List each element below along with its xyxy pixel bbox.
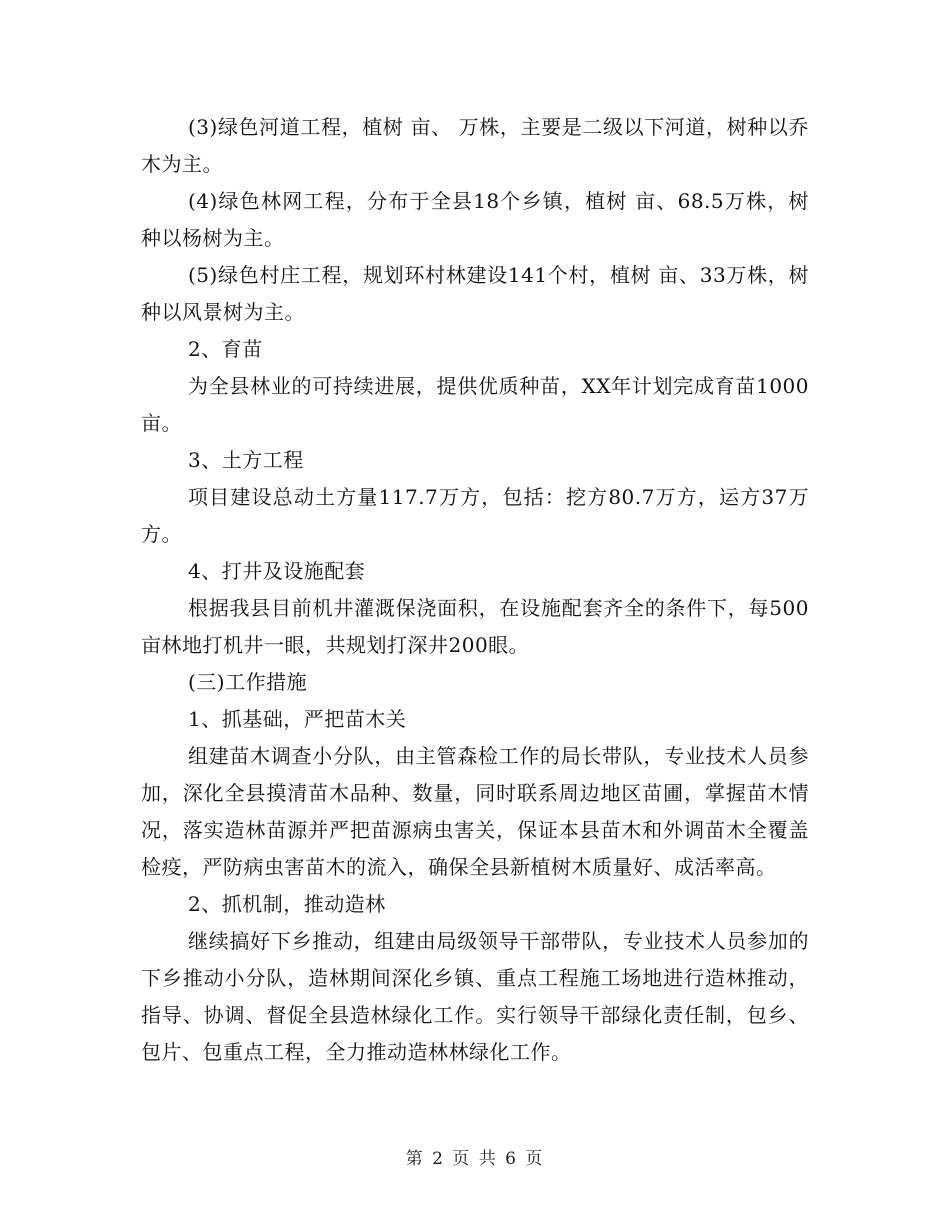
section-heading-earthwork: 3、土方工程 xyxy=(188,448,304,472)
section-heading-seedlings: 2、育苗 xyxy=(188,337,263,361)
section-heading-work-measures: (三)工作措施 xyxy=(188,670,308,694)
paragraph-mechanism: 继续搞好下乡推动，组建由局级领导干部带队，专业技术人员参加的下乡推动小分队，造林期间深化乡镇、重点工程施工场地进行造林推动，指导、协调、督促全县造林绿化工作。实行领导干部绿化责任制，包乡、包片、包重点工程，全力推动造林林绿化工作。 xyxy=(141,929,809,1064)
section-heading-wells: 4、打井及设施配套 xyxy=(188,559,366,583)
page-number-footer: 第 2 页 共 6 页 xyxy=(405,1149,545,1169)
paragraph-green-river: (3)绿色河道工程，植树 亩、 万株，主要是二级以下河道，树种以乔木为主。 xyxy=(141,115,809,176)
paragraph-foundation: 组建苗木调查小分队，由主管森检工作的局长带队，专业技术人员参加，深化全县摸清苗木品种、数量，同时联系周边地区苗圃，掌握苗木情况，落实造林苗源并严把苗源病虫害关，保证本县苗木和外调苗木全覆盖检疫，严防病虫害苗木的流入，确保全县新植树木质量好、成活率高。 xyxy=(141,744,809,879)
section-heading-mechanism: 2、抓机制，推动造林 xyxy=(188,892,386,916)
paragraph-seedlings: 为全县林业的可持续进展，提供优质种苗，XX年计划完成育苗1000亩。 xyxy=(141,374,809,435)
document-body xyxy=(141,109,809,1071)
section-heading-foundation: 1、抓基础，严把苗木关 xyxy=(188,707,407,731)
paragraph-wells: 根据我县目前机井灌溉保浇面积，在设施配套齐全的条件下，每500亩林地打机井一眼，共规划打深井200眼。 xyxy=(141,596,809,657)
paragraph-green-forest-network: (4)绿色林网工程，分布于全县18个乡镇，植树 亩、68.5万株，树种以杨树为主。 xyxy=(141,189,809,250)
paragraph-earthwork: 项目建设总动土方量117.7万方，包括：挖方80.7万方，运方37万方。 xyxy=(141,485,809,546)
paragraph-green-village: (5)绿色村庄工程，规划环村林建设141个村，植树 亩、33万株，树种以风景树为主。 xyxy=(141,263,809,324)
